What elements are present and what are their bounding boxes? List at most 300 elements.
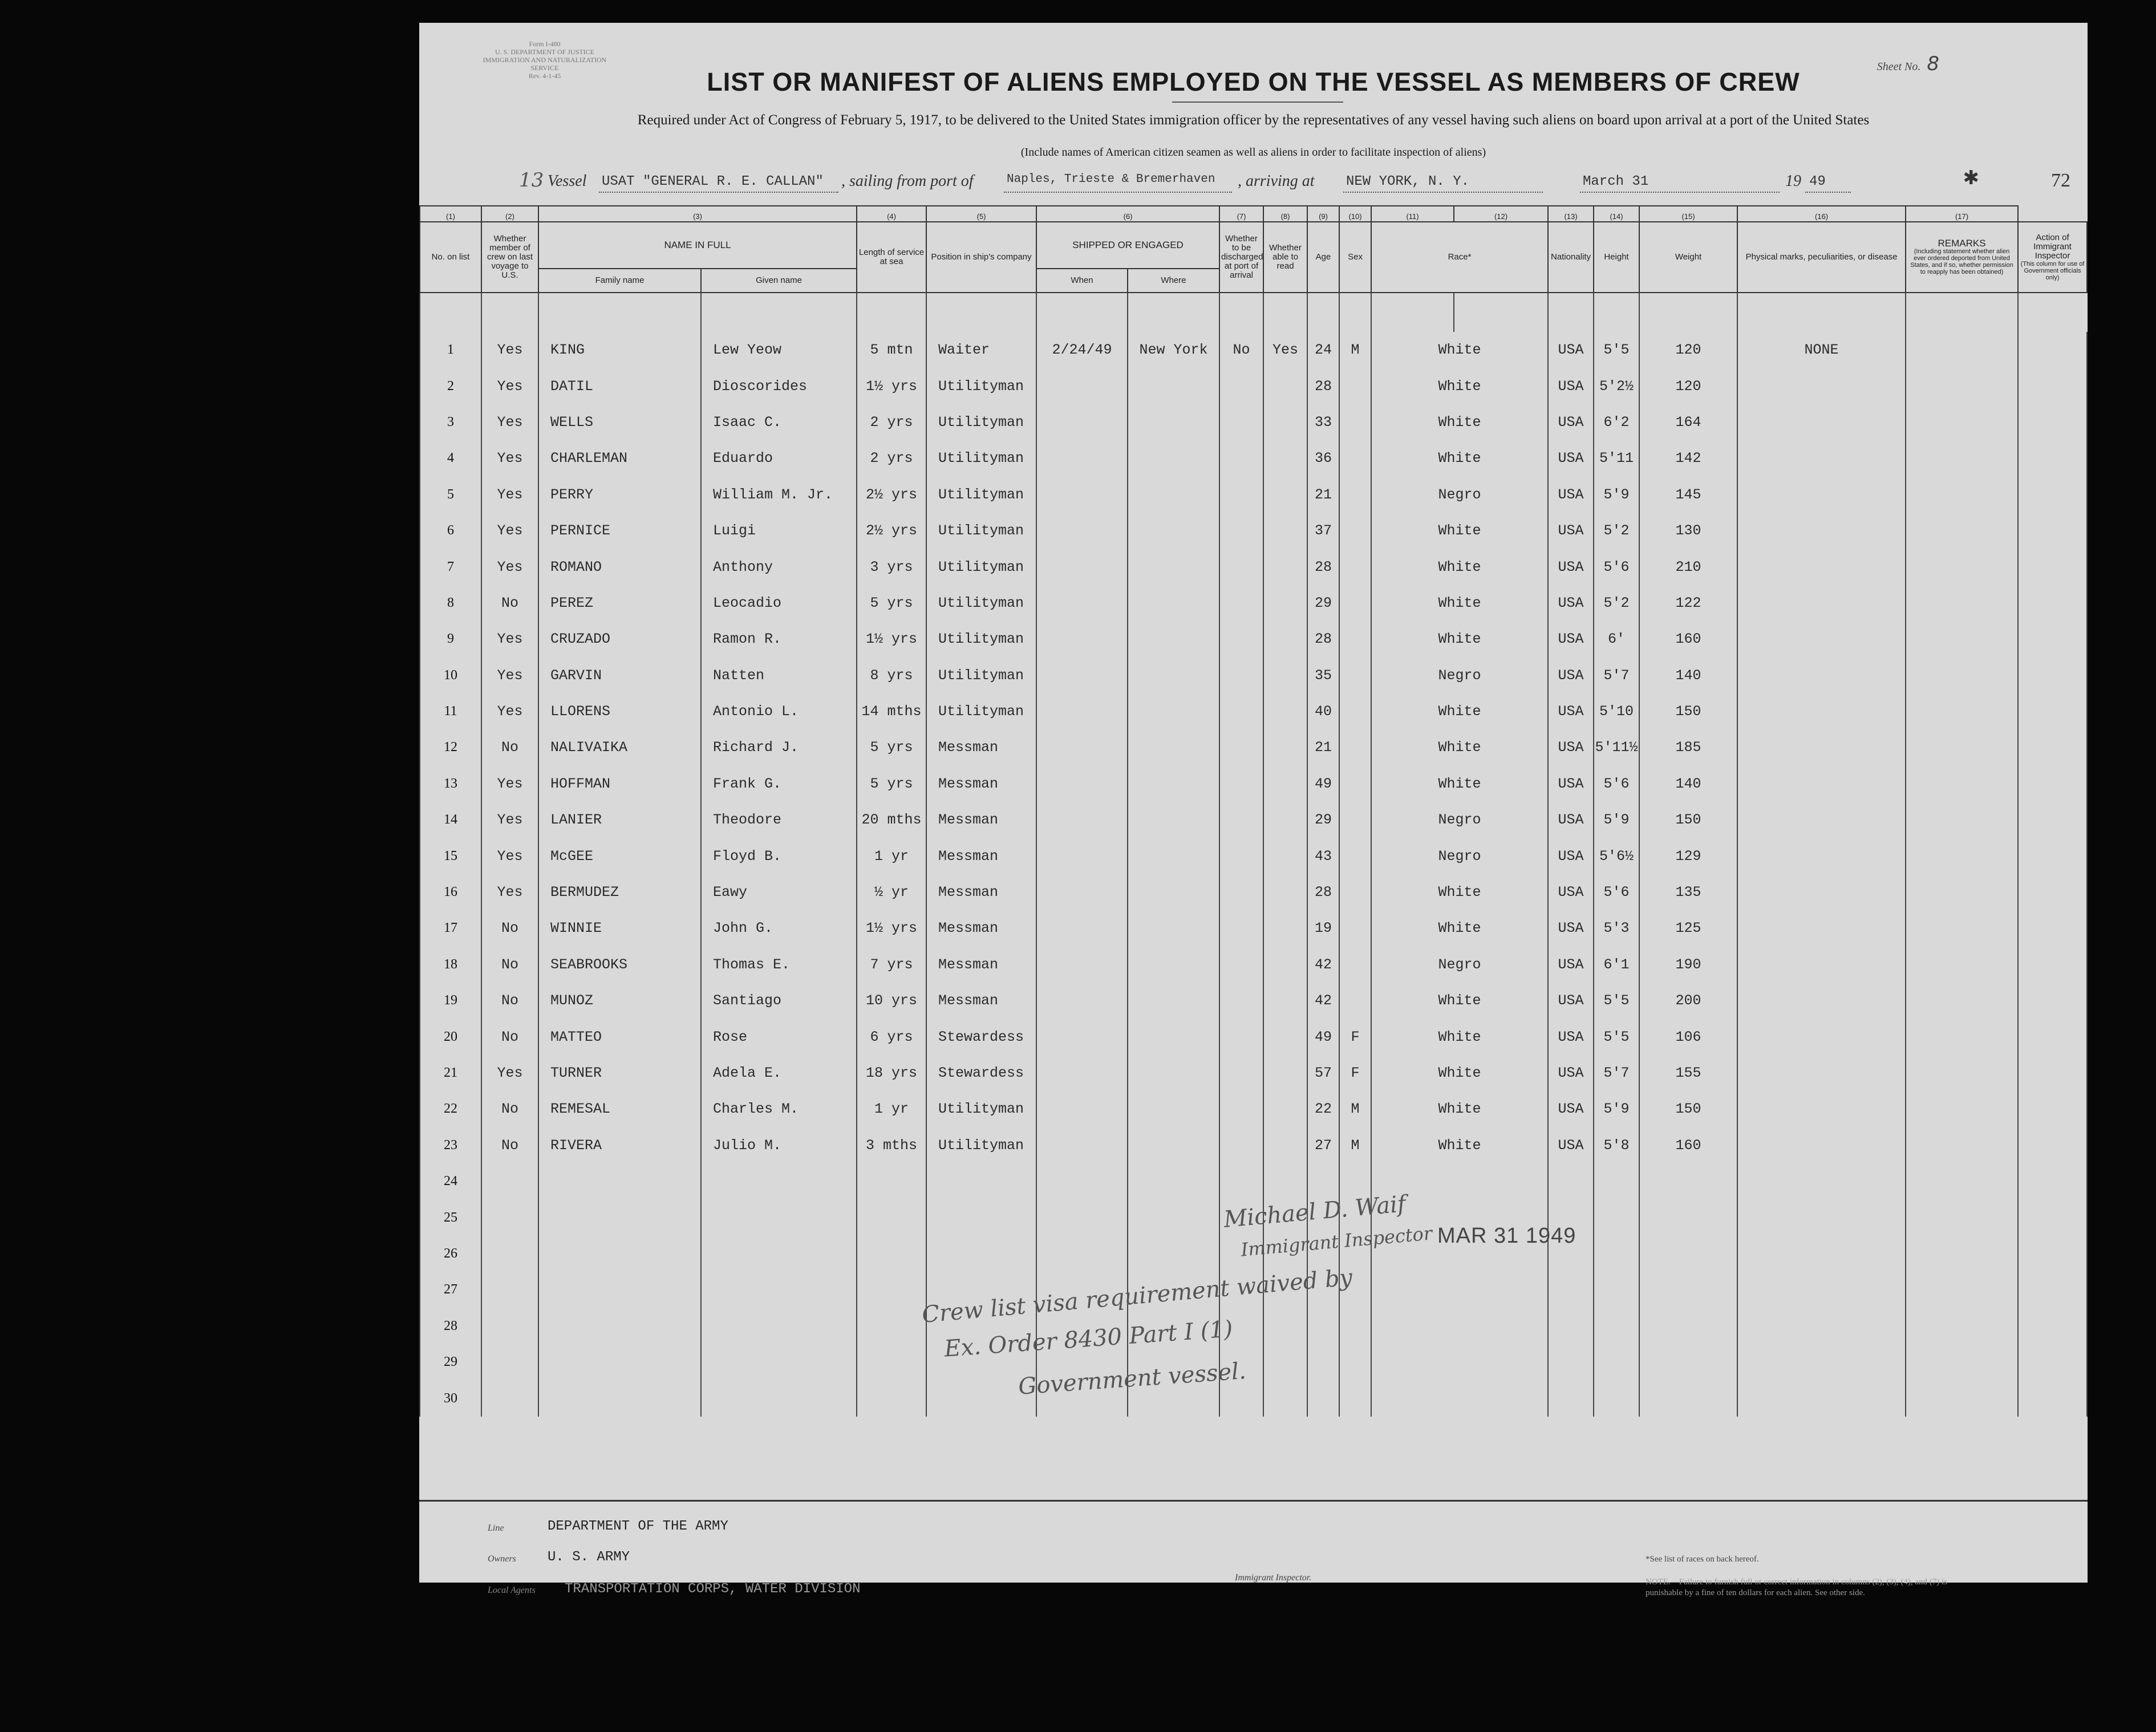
cell-race: White <box>1371 766 1548 802</box>
cell-discharged <box>1219 1163 1263 1199</box>
waiver-note-line-3: Government vessel. <box>1017 1358 1247 1400</box>
cell-shipped-where <box>1128 1055 1219 1091</box>
cell-length-of-service: 5 yrs <box>857 729 926 765</box>
col-num: (12) <box>1454 206 1548 222</box>
cell-length-of-service: 1 yr <box>857 1091 926 1127</box>
form-department-line: U. S. DEPARTMENT OF JUSTICE <box>495 48 594 56</box>
cell-able-to-read <box>1263 1055 1307 1091</box>
cell-remarks <box>1906 693 2018 729</box>
cell-inspector-action <box>2018 1163 2087 1199</box>
cell-physical-marks <box>1737 1019 1906 1054</box>
cell-shipped-where <box>1128 947 1219 983</box>
spacer-cell <box>701 293 857 332</box>
cell-physical-marks <box>1737 947 1906 983</box>
cell-last-voyage: Yes <box>481 440 538 476</box>
spacer-cell <box>1594 293 1639 332</box>
cell-inspector-action <box>2018 1127 2087 1163</box>
inspector-signature: Michael D. Waif <box>1222 1191 1407 1233</box>
row-number: 21 <box>420 1055 481 1091</box>
col-num: (6) <box>1036 206 1219 222</box>
cell-age: 28 <box>1307 874 1339 910</box>
cell-given-name: Julio M. <box>701 1127 857 1163</box>
cell-nationality <box>1548 1344 1594 1380</box>
cell-weight: 120 <box>1639 368 1737 404</box>
row-number: 30 <box>420 1380 481 1416</box>
agents-label: Local Agents <box>488 1585 536 1595</box>
cell-sex <box>1339 1308 1371 1344</box>
spacer-cell <box>857 293 926 332</box>
cell-remarks <box>1906 1308 2018 1344</box>
cell-age <box>1307 1308 1339 1344</box>
row-number: 3 <box>420 404 481 440</box>
cell-able-to-read <box>1263 440 1307 476</box>
cell-shipped-when <box>1036 947 1128 983</box>
cell-weight: 120 <box>1639 332 1737 368</box>
cell-remarks <box>1906 621 2018 657</box>
cell-nationality: USA <box>1548 585 1594 621</box>
cell-shipped-when <box>1036 910 1128 946</box>
cell-sex <box>1339 404 1371 440</box>
cell-nationality: USA <box>1548 477 1594 513</box>
cell-inspector-action <box>2018 874 2087 910</box>
cell-position <box>926 1199 1036 1235</box>
cell-inspector-action <box>2018 585 2087 621</box>
table-row <box>420 368 2087 404</box>
cell-nationality: USA <box>1548 729 1594 765</box>
cell-race: White <box>1371 513 1548 549</box>
spacer-cell <box>926 293 1036 332</box>
cell-discharged <box>1219 693 1263 729</box>
cell-last-voyage: Yes <box>481 766 538 802</box>
cell-family-name <box>538 1236 701 1272</box>
cell-sex <box>1339 910 1371 946</box>
cell-race: White <box>1371 440 1548 476</box>
cell-height <box>1594 1199 1639 1235</box>
col-num: (8) <box>1263 206 1307 222</box>
remarks-title: REMARKS <box>1938 238 1986 249</box>
cell-length-of-service: 2½ yrs <box>857 513 926 549</box>
cell-discharged <box>1219 766 1263 802</box>
cell-weight: 142 <box>1639 440 1737 476</box>
cell-physical-marks <box>1737 368 1906 404</box>
cell-race: White <box>1371 729 1548 765</box>
cell-height <box>1594 1236 1639 1272</box>
table-row <box>420 621 2087 657</box>
cell-race <box>1371 1380 1548 1416</box>
header-position: Position in ship's company <box>926 222 1036 293</box>
year-prefix: 19 <box>1785 172 1801 190</box>
cell-race: White <box>1371 874 1548 910</box>
col-num: (2) <box>481 206 538 222</box>
cell-last-voyage: Yes <box>481 874 538 910</box>
col-num: (5) <box>926 206 1036 222</box>
row-number: 20 <box>420 1019 481 1054</box>
cell-shipped-where <box>1128 983 1219 1019</box>
requirement-text: Required under Act of Congress of February 5, 1917, to be delivered to the United States immigration officer by the representatives of any vessel having such aliens on board upon arrival at a port of the United States <box>637 112 1870 128</box>
spacer-cell <box>1548 293 1594 332</box>
cell-age: 57 <box>1307 1055 1339 1091</box>
cell-weight: 185 <box>1639 729 1737 765</box>
cell-shipped-when <box>1036 766 1128 802</box>
cell-position: Utilityman <box>926 1127 1036 1163</box>
cell-discharged <box>1219 621 1263 657</box>
cell-able-to-read <box>1263 729 1307 765</box>
table-row <box>420 983 2087 1019</box>
cell-height: 5'7 <box>1594 1055 1639 1091</box>
col-num: (15) <box>1639 206 1737 222</box>
header-remarks <box>1906 222 2018 293</box>
cell-shipped-when: 2/24/49 <box>1036 332 1128 368</box>
cell-length-of-service: 1 yr <box>857 838 926 874</box>
cell-nationality: USA <box>1548 368 1594 404</box>
cell-age: 42 <box>1307 947 1339 983</box>
cell-weight <box>1639 1380 1737 1416</box>
cell-height <box>1594 1344 1639 1380</box>
cell-given-name: Antonio L. <box>701 693 857 729</box>
cell-given-name: Eduardo <box>701 440 857 476</box>
cell-physical-marks <box>1737 729 1906 765</box>
vessel-name: USAT "GENERAL R. E. CALLAN" <box>602 174 824 189</box>
cell-age: 28 <box>1307 549 1339 585</box>
cell-inspector-action <box>2018 549 2087 585</box>
cell-able-to-read <box>1263 983 1307 1019</box>
cell-family-name: WINNIE <box>538 910 701 946</box>
cell-height: 6' <box>1594 621 1639 657</box>
line-label: Line <box>488 1523 504 1533</box>
cell-nationality: USA <box>1548 802 1594 838</box>
row-number: 2 <box>420 368 481 404</box>
cell-physical-marks <box>1737 1163 1906 1199</box>
cell-height: 5'6½ <box>1594 838 1639 874</box>
row-number: 4 <box>420 440 481 476</box>
cell-discharged <box>1219 947 1263 983</box>
table-row <box>420 910 2087 946</box>
col-num: (17) <box>1906 206 2018 222</box>
cell-sex <box>1339 440 1371 476</box>
cell-family-name: REMESAL <box>538 1091 701 1127</box>
cell-physical-marks <box>1737 1272 1906 1308</box>
row-number: 23 <box>420 1127 481 1163</box>
cell-discharged <box>1219 1055 1263 1091</box>
row-number: 13 <box>420 766 481 802</box>
cell-inspector-action <box>2018 729 2087 765</box>
table-row <box>420 1019 2087 1054</box>
cell-race: White <box>1371 1019 1548 1054</box>
cell-race: Negro <box>1371 947 1548 983</box>
cell-height <box>1594 1380 1639 1416</box>
inspector-action-title: Action of Immigrant Inspector <box>2033 233 2072 261</box>
cell-length-of-service <box>857 1308 926 1344</box>
row-number: 18 <box>420 947 481 983</box>
cell-able-to-read <box>1263 404 1307 440</box>
cell-weight: 150 <box>1639 693 1737 729</box>
cell-family-name <box>538 1380 701 1416</box>
cell-race: White <box>1371 368 1548 404</box>
cell-nationality: USA <box>1548 1019 1594 1054</box>
cell-remarks <box>1906 947 2018 983</box>
cell-position: Utilityman <box>926 585 1036 621</box>
cell-shipped-where <box>1128 802 1219 838</box>
cell-shipped-when <box>1036 404 1128 440</box>
table-row <box>420 440 2087 476</box>
cell-age: 40 <box>1307 693 1339 729</box>
cell-last-voyage: No <box>481 983 538 1019</box>
row-number: 28 <box>420 1308 481 1344</box>
cell-shipped-where <box>1128 1127 1219 1163</box>
cell-discharged <box>1219 729 1263 765</box>
cell-remarks <box>1906 1091 2018 1127</box>
owners-label: Owners <box>488 1554 516 1564</box>
cell-race: White <box>1371 1127 1548 1163</box>
cell-shipped-when <box>1036 549 1128 585</box>
cell-inspector-action <box>2018 1344 2087 1380</box>
cell-age <box>1307 1344 1339 1380</box>
cell-shipped-when <box>1036 838 1128 874</box>
cell-family-name: TURNER <box>538 1055 701 1091</box>
cell-age: 22 <box>1307 1091 1339 1127</box>
row-number: 11 <box>420 693 481 729</box>
cell-length-of-service: 1½ yrs <box>857 621 926 657</box>
sheet-label: Sheet No. <box>1877 60 1921 73</box>
cell-shipped-when <box>1036 1055 1128 1091</box>
cell-age: 36 <box>1307 440 1339 476</box>
cell-height: 5'2½ <box>1594 368 1639 404</box>
cell-family-name <box>538 1272 701 1308</box>
header-length-of-service: Length of service at sea <box>857 222 926 293</box>
col-num: (11) <box>1371 206 1454 222</box>
cell-physical-marks <box>1737 1199 1906 1235</box>
cell-shipped-when <box>1036 368 1128 404</box>
cell-able-to-read <box>1263 549 1307 585</box>
cell-shipped-where <box>1128 874 1219 910</box>
cell-given-name: Thomas E. <box>701 947 857 983</box>
row-number: 25 <box>420 1199 481 1235</box>
cell-age: 43 <box>1307 838 1339 874</box>
cell-position: Messman <box>926 802 1036 838</box>
cell-inspector-action <box>2018 658 2087 693</box>
cell-length-of-service: 1½ yrs <box>857 910 926 946</box>
cell-position: Utilityman <box>926 658 1036 693</box>
cell-last-voyage: No <box>481 729 538 765</box>
spacer-cell <box>1339 293 1371 332</box>
cell-weight: 155 <box>1639 1055 1737 1091</box>
cell-given-name: John G. <box>701 910 857 946</box>
table-row <box>420 693 2087 729</box>
cell-nationality: USA <box>1548 766 1594 802</box>
cell-discharged <box>1219 838 1263 874</box>
table-row <box>420 1127 2087 1163</box>
cell-age: 21 <box>1307 729 1339 765</box>
cell-height: 5'9 <box>1594 802 1639 838</box>
cell-physical-marks <box>1737 838 1906 874</box>
cell-sex: F <box>1339 1055 1371 1091</box>
cell-given-name: Lew Yeow <box>701 332 857 368</box>
cell-age: 28 <box>1307 368 1339 404</box>
cell-last-voyage: Yes <box>481 404 538 440</box>
header-inspector-action <box>2018 222 2087 293</box>
cell-inspector-action <box>2018 983 2087 1019</box>
spacer-cell <box>1906 293 2018 332</box>
cell-family-name: DATIL <box>538 368 701 404</box>
spacer-cell <box>538 293 701 332</box>
row-number: 16 <box>420 874 481 910</box>
table-row <box>420 1344 2087 1380</box>
cell-age: 35 <box>1307 658 1339 693</box>
cell-shipped-when <box>1036 1091 1128 1127</box>
cell-race: White <box>1371 983 1548 1019</box>
cell-discharged <box>1219 440 1263 476</box>
cell-physical-marks <box>1737 693 1906 729</box>
header-sex: Sex <box>1339 222 1371 293</box>
cell-given-name: Frank G. <box>701 766 857 802</box>
cell-physical-marks <box>1737 1308 1906 1344</box>
arrival-port: NEW YORK, N. Y. <box>1346 174 1470 189</box>
cell-remarks <box>1906 910 2018 946</box>
cell-inspector-action <box>2018 693 2087 729</box>
table-row <box>420 477 2087 513</box>
cell-weight: 140 <box>1639 658 1737 693</box>
cell-nationality: USA <box>1548 332 1594 368</box>
cell-nationality: USA <box>1548 513 1594 549</box>
col-num: (16) <box>1737 206 1906 222</box>
cell-last-voyage: Yes <box>481 368 538 404</box>
cell-last-voyage: No <box>481 1019 538 1054</box>
cell-physical-marks <box>1737 440 1906 476</box>
cell-physical-marks <box>1737 477 1906 513</box>
cell-shipped-where <box>1128 729 1219 765</box>
cell-family-name: SEABROOKS <box>538 947 701 983</box>
cell-able-to-read <box>1263 1091 1307 1127</box>
cell-inspector-action <box>2018 477 2087 513</box>
cell-length-of-service: ½ yr <box>857 874 926 910</box>
cell-given-name: Richard J. <box>701 729 857 765</box>
cell-physical-marks <box>1737 802 1906 838</box>
cell-able-to-read <box>1263 838 1307 874</box>
cell-discharged <box>1219 910 1263 946</box>
cell-last-voyage: Yes <box>481 802 538 838</box>
table-row <box>420 404 2087 440</box>
cell-race <box>1371 1308 1548 1344</box>
cell-race <box>1371 1344 1548 1380</box>
cell-height: 5'6 <box>1594 549 1639 585</box>
cell-length-of-service: 10 yrs <box>857 983 926 1019</box>
cell-last-voyage: Yes <box>481 838 538 874</box>
header-discharged: Whether to be discharged at port of arrival <box>1219 222 1263 293</box>
table-row <box>420 1380 2087 1416</box>
cell-sex <box>1339 368 1371 404</box>
cell-able-to-read <box>1263 585 1307 621</box>
cell-discharged <box>1219 585 1263 621</box>
cell-nationality <box>1548 1308 1594 1344</box>
cell-last-voyage: No <box>481 1127 538 1163</box>
cell-sex <box>1339 802 1371 838</box>
cell-height: 5'5 <box>1594 1019 1639 1054</box>
cell-able-to-read <box>1263 910 1307 946</box>
cell-position: Waiter <box>926 332 1036 368</box>
cell-given-name <box>701 1344 857 1380</box>
cell-last-voyage: No <box>481 947 538 983</box>
col-num: (1) <box>420 206 481 222</box>
cell-remarks <box>1906 729 2018 765</box>
cell-remarks <box>1906 874 2018 910</box>
cell-family-name: PERRY <box>538 477 701 513</box>
cell-given-name: Floyd B. <box>701 838 857 874</box>
cell-nationality: USA <box>1548 874 1594 910</box>
cell-physical-marks <box>1737 549 1906 585</box>
cell-shipped-when <box>1036 693 1128 729</box>
cell-family-name: MATTEO <box>538 1019 701 1054</box>
cell-weight: 130 <box>1639 513 1737 549</box>
row-number: 26 <box>420 1236 481 1272</box>
table-row <box>420 1091 2087 1127</box>
cell-inspector-action <box>2018 440 2087 476</box>
cell-inspector-action <box>2018 368 2087 404</box>
cell-family-name: LLORENS <box>538 693 701 729</box>
cell-family-name: PERNICE <box>538 513 701 549</box>
table-row <box>420 658 2087 693</box>
cell-age: 29 <box>1307 802 1339 838</box>
cell-height: 5'6 <box>1594 766 1639 802</box>
cell-inspector-action <box>2018 838 2087 874</box>
cell-position: Utilityman <box>926 693 1036 729</box>
cell-last-voyage <box>481 1308 538 1344</box>
cell-race: White <box>1371 621 1548 657</box>
cell-nationality: USA <box>1548 1127 1594 1163</box>
bee-stamp-icon: ✱ <box>1963 168 1979 189</box>
cell-shipped-when <box>1036 802 1128 838</box>
cell-height: 5'2 <box>1594 585 1639 621</box>
cell-sex <box>1339 983 1371 1019</box>
cell-position: Messman <box>926 766 1036 802</box>
cell-sex <box>1339 513 1371 549</box>
cell-shipped-when <box>1036 1236 1128 1272</box>
cell-physical-marks <box>1737 1380 1906 1416</box>
cell-weight: 190 <box>1639 947 1737 983</box>
document-title: LIST OR MANIFEST OF ALIENS EMPLOYED ON THE VESSEL AS MEMBERS OF CREW <box>707 67 1800 96</box>
cell-shipped-where <box>1128 440 1219 476</box>
cell-sex <box>1339 549 1371 585</box>
cell-remarks <box>1906 1127 2018 1163</box>
cell-sex: M <box>1339 1127 1371 1163</box>
cell-family-name: KING <box>538 332 701 368</box>
cell-able-to-read <box>1263 621 1307 657</box>
cell-age: 29 <box>1307 585 1339 621</box>
cell-length-of-service: 3 mths <box>857 1127 926 1163</box>
cell-position: Messman <box>926 874 1036 910</box>
cell-height: 5'7 <box>1594 658 1639 693</box>
cell-shipped-when <box>1036 477 1128 513</box>
header-race: Race* <box>1371 222 1548 293</box>
cell-nationality: USA <box>1548 404 1594 440</box>
cell-inspector-action <box>2018 802 2087 838</box>
cell-discharged <box>1219 802 1263 838</box>
cell-sex <box>1339 729 1371 765</box>
vessel-line <box>519 169 1916 195</box>
cell-family-name: LANIER <box>538 802 701 838</box>
row-number: 24 <box>420 1163 481 1199</box>
cell-able-to-read <box>1263 874 1307 910</box>
waiver-note-line-2: Ex. Order 8430 Part I (1) <box>943 1316 1234 1362</box>
cell-length-of-service: 5 mtn <box>857 332 926 368</box>
spacer-cell <box>481 293 538 332</box>
cell-height <box>1594 1272 1639 1308</box>
cell-able-to-read <box>1263 1380 1307 1416</box>
cell-race: Negro <box>1371 477 1548 513</box>
cell-remarks <box>1906 332 2018 368</box>
cell-last-voyage <box>481 1380 538 1416</box>
cell-last-voyage: Yes <box>481 693 538 729</box>
cell-shipped-when <box>1036 621 1128 657</box>
